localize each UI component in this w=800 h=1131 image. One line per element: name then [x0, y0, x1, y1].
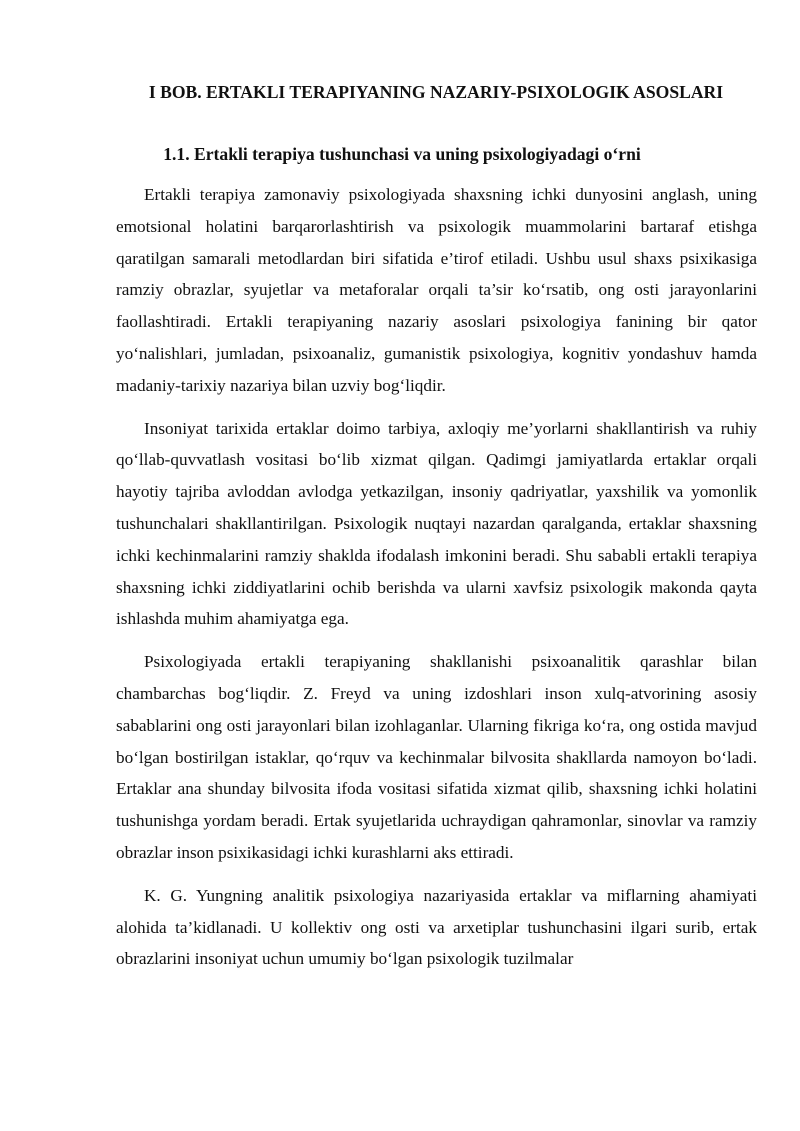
- chapter-title: I BOB. ERTAKLI TERAPIYANING NAZARIY-PSIXOLOGIK ASOSLARI: [148, 82, 724, 102]
- paragraph: Insoniyat tarixida ertaklar doimo tarbiya, axloqiy me’yorlarni shakllantirish va ruhiy qo‘llab-quvvatlash vositasi bo‘lib xizmat qilgan. Qadimgi jamiyatlarda ertaklar orqali hayotiy tajriba avloddan avlodga yetkazilgan, insoniy qadriyatlar, yaxshilik va yomonlik tushunchalari shakllantirilgan. Psixologik nuqtayi nazardan qaralganda, ertaklar shaxsning ichki kechinmalarini ramziy shaklda ifodalash imkonini beradi. Shu sababli ertakli terapiya shaxsning ichki ziddiyatlarini ochib berishda va ularni xavfsiz psixologik makonda qayta ishlashda muhim ahamiyatga ega.: [116, 418, 757, 629]
- paragraph: Ertakli terapiya zamonaviy psixologiyada shaxsning ichki dunyosini anglash, uning emotsional holatini barqarorlashtirish va psixologik muammolarini bartaraf etishga qaratilgan samarali metodlardan biri sifatida e’tirof etiladi. Ushbu usul shaxs psixikasiga ramziy obrazlar, syujetlar va metaforalar orqali ta’sir ko‘rsatib, ong osti jarayonlarini faollashtiradi. Ertakli terapiyaning nazariy asoslari psixologiya fanining bir qator yo‘nalishlari, jumladan, psixoanaliz, gumanistik psixologiya, kognitiv yondashuv hamda madaniy-tarixiy nazariya bilan uzviy bog‘liqdir.: [116, 185, 757, 395]
- section-title: 1.1. Ertakli terapiya tushunchasi va uning psixologiyadagi o‘rni: [163, 144, 641, 164]
- paragraph: Psixologiyada ertakli terapiyaning shakllanishi psixoanalitik qarashlar bilan chambarchas bog‘liqdir. Z. Freyd va uning izdoshlari inson xulq-atvorining asosiy sabablarini ong osti jarayonlari bilan izohlaganlar. Ularning fikriga ko‘ra, ong ostida mavjud bo‘lgan bostirilgan istaklar, qo‘rquv va kechinmalar bilvosita shakllarda namoyon bo‘ladi. Ertaklar ana shunday bilvosita ifoda vositasi sifatida xizmat qilib, shaxsning ichki holatini tushunishga yordam beradi. Ertak syujetlarida uchraydigan qahramonlar, sinovlar va ramziy obrazlar inson psixikasidagi ichki kurashlarni aks ettiradi.: [116, 652, 757, 862]
- paragraph: K. G. Yungning analitik psixologiya nazariyasida ertaklar va miflarning ahamiyati alohida ta’kidlanadi. U kollektiv ong osti va arxetiplar tushunchasini ilgari surib, ertak obrazlarini insoniyat uchun umumiy bo‘lgan psixologik tuzilmalar: [116, 885, 757, 969]
- body-text: [116, 179, 757, 986]
